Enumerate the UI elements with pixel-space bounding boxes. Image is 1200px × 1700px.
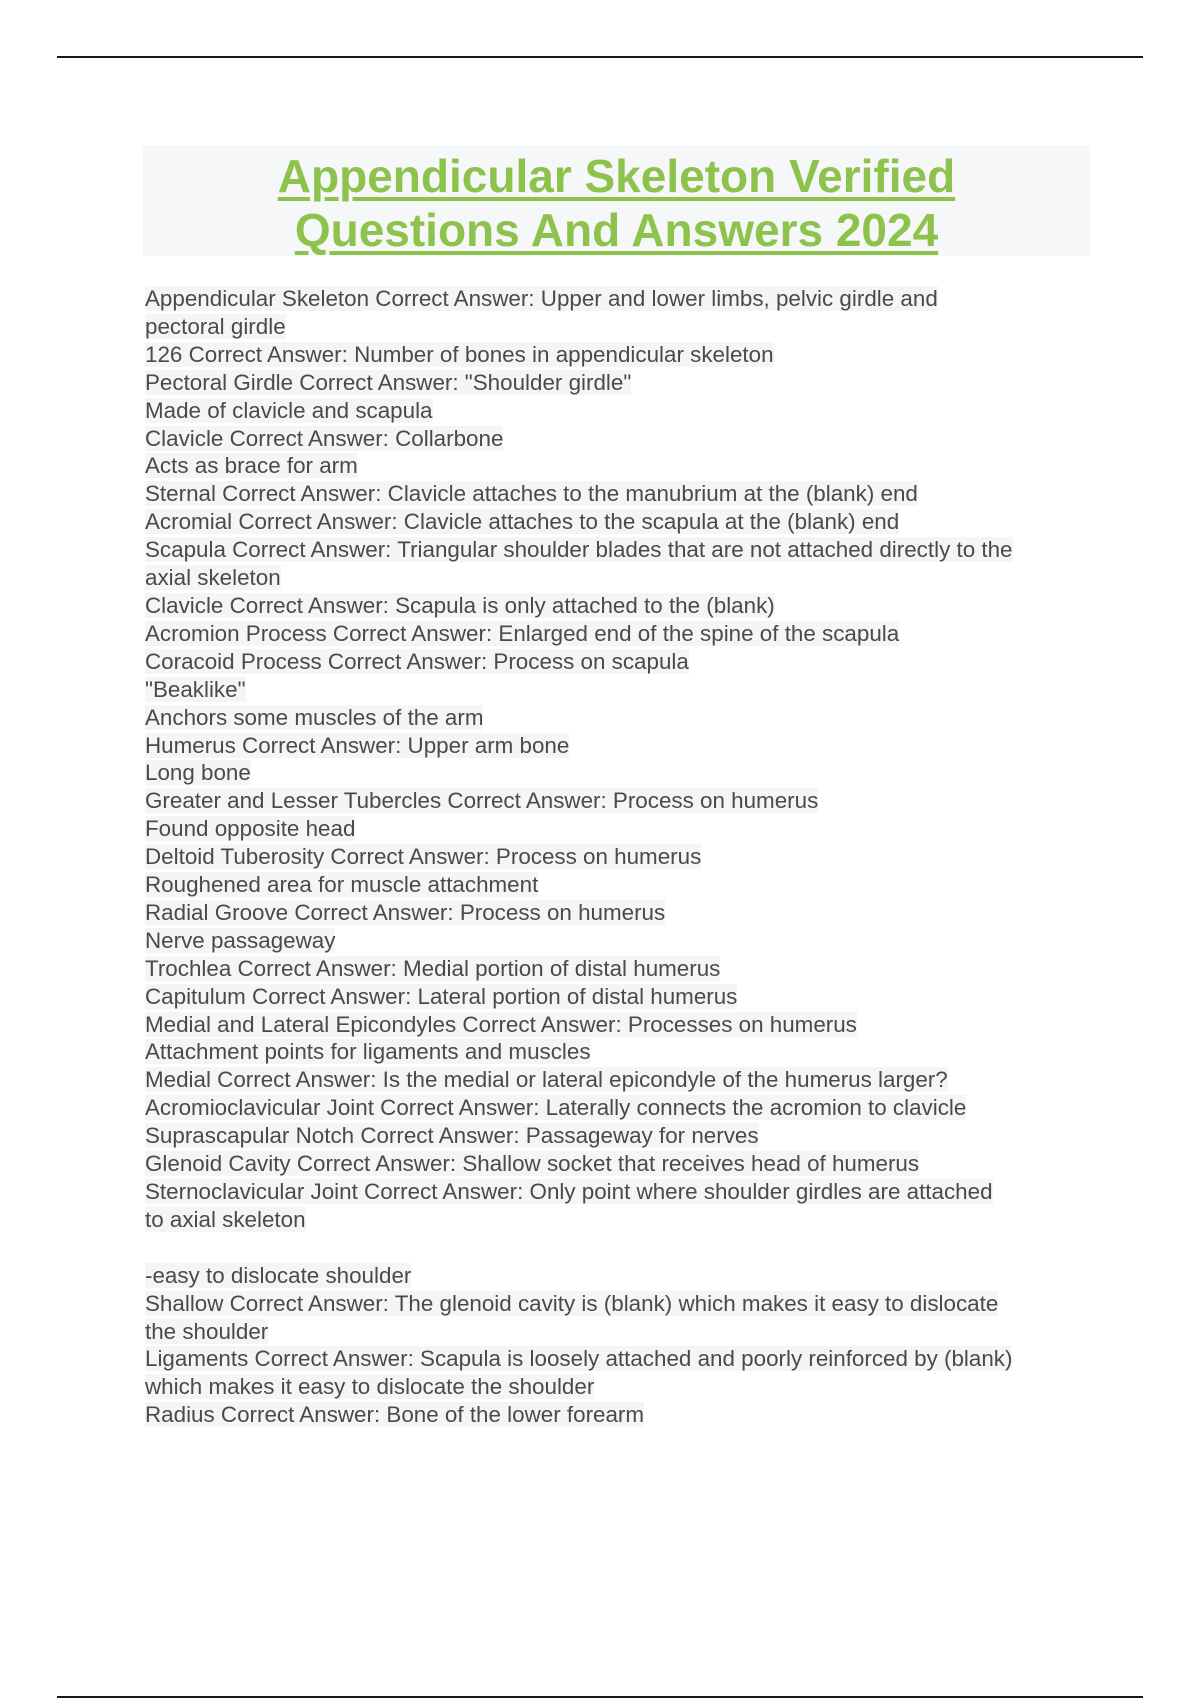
text-line [145, 983, 1090, 1011]
top-rule [57, 56, 1143, 58]
document-title [143, 145, 1090, 257]
text-line-content: Acromioclavicular Joint Correct Answer: Laterally connects the acromion to clavicle [145, 1095, 967, 1121]
document-body [145, 285, 1090, 1429]
text-line-content: Ligaments Correct Answer: Scapula is loosely attached and poorly reinforced by (blank) [145, 1346, 1013, 1372]
text-line-content: Found opposite head [145, 816, 356, 842]
text-line-content: Coracoid Process Correct Answer: Process on scapula [145, 648, 689, 674]
text-line-content: Trochlea Correct Answer: Medial portion of distal humerus [145, 955, 721, 981]
text-line [145, 341, 1090, 369]
text-line-content: Acromion Process Correct Answer: Enlarged end of the spine of the scapula [145, 620, 900, 646]
text-line-content: Shallow Correct Answer: The glenoid cavity is (blank) which makes it easy to dislocate [145, 1290, 999, 1316]
text-line [145, 592, 1090, 620]
text-line-content: Attachment points for ligaments and muscles [145, 1039, 591, 1065]
text-line-content: Roughened area for muscle attachment [145, 872, 539, 898]
text-line [145, 1122, 1090, 1150]
text-line [145, 452, 1090, 480]
text-line [145, 1262, 1090, 1290]
text-line [145, 1234, 1090, 1262]
title-line-1: Appendicular Skeleton Verified [277, 150, 956, 202]
text-line [145, 480, 1090, 508]
text-line-content: "Beaklike" [145, 676, 246, 702]
text-line [145, 1066, 1090, 1094]
text-line-content: Greater and Lesser Tubercles Correct Answer: Process on humerus [145, 788, 819, 814]
text-line [145, 955, 1090, 983]
text-line-content: Capitulum Correct Answer: Lateral portion of distal humerus [145, 983, 738, 1009]
text-line [145, 1318, 1090, 1346]
text-line-content: Radial Groove Correct Answer: Process on humerus [145, 899, 666, 925]
text-line [145, 787, 1090, 815]
text-line [145, 927, 1090, 955]
text-line-content: Suprascapular Notch Correct Answer: Passageway for nerves [145, 1123, 759, 1149]
text-line [145, 899, 1090, 927]
text-line [145, 759, 1090, 787]
text-line-content: Deltoid Tuberosity Correct Answer: Process on humerus [145, 844, 702, 870]
text-line-content: Pectoral Girdle Correct Answer: "Shoulder girdle" [145, 369, 632, 395]
text-line [145, 676, 1090, 704]
text-line [145, 1206, 1090, 1234]
text-line-content: Made of clavicle and scapula [145, 397, 433, 423]
text-line [145, 508, 1090, 536]
text-line [145, 648, 1090, 676]
text-line [145, 313, 1090, 341]
text-line-content: Glenoid Cavity Correct Answer: Shallow socket that receives head of humerus [145, 1151, 920, 1177]
text-line-content: Radius Correct Answer: Bone of the lower forearm [145, 1402, 645, 1428]
text-line [145, 1401, 1090, 1429]
text-line-content: pectoral girdle [145, 313, 286, 339]
title-line-2: Questions And Answers 2024 [294, 204, 939, 256]
text-line [145, 871, 1090, 899]
text-line [145, 1011, 1090, 1039]
bottom-rule [57, 1696, 1143, 1698]
text-line-content: Appendicular Skeleton Correct Answer: Upper and lower limbs, pelvic girdle and [145, 286, 938, 311]
title-block [143, 145, 1090, 256]
text-line-content: Humerus Correct Answer: Upper arm bone [145, 732, 570, 758]
text-line-content: to axial skeleton [145, 1206, 306, 1232]
text-line-content: Sternal Correct Answer: Clavicle attaches to the manubrium at the (blank) end [145, 481, 918, 507]
text-line [145, 285, 1090, 313]
text-line-content: Acts as brace for arm [145, 453, 358, 479]
text-line-content: -easy to dislocate shoulder [145, 1262, 412, 1288]
text-line-content: axial skeleton [145, 565, 281, 591]
text-line [145, 732, 1090, 760]
text-line [145, 425, 1090, 453]
text-line [145, 620, 1090, 648]
text-line [145, 1373, 1090, 1401]
text-line-content: which makes it easy to dislocate the shoulder [145, 1374, 595, 1400]
text-line [145, 369, 1090, 397]
text-line [145, 843, 1090, 871]
text-line-content: Sternoclavicular Joint Correct Answer: Only point where shoulder girdles are attached [145, 1179, 993, 1204]
text-line [145, 1290, 1090, 1318]
text-line-content: Clavicle Correct Answer: Scapula is only attached to the (blank) [145, 592, 775, 618]
text-line [145, 1178, 1090, 1206]
text-line [145, 1094, 1090, 1122]
text-line-content: the shoulder [145, 1318, 269, 1344]
text-line [145, 397, 1090, 425]
text-line [145, 564, 1090, 592]
text-line [145, 704, 1090, 732]
text-line-content: Anchors some muscles of the arm [145, 704, 484, 730]
text-line-content: Clavicle Correct Answer: Collarbone [145, 425, 504, 451]
text-line-content: Scapula Correct Answer: Triangular shoulder blades that are not attached directly to the [145, 537, 1013, 563]
text-line [145, 536, 1090, 564]
text-line [145, 1038, 1090, 1066]
text-line-content: Medial Correct Answer: Is the medial or lateral epicondyle of the humerus larger? [145, 1067, 948, 1093]
text-line-content: 126 Correct Answer: Number of bones in appendicular skeleton [145, 341, 774, 367]
text-line-content: Medial and Lateral Epicondyles Correct Answer: Processes on humerus [145, 1011, 857, 1037]
text-line [145, 1345, 1090, 1373]
text-line-content: Nerve passageway [145, 927, 336, 953]
text-line-content: Long bone [145, 760, 251, 786]
text-line-content: Acromial Correct Answer: Clavicle attaches to the scapula at the (blank) end [145, 509, 900, 535]
text-line [145, 1150, 1090, 1178]
text-line [145, 815, 1090, 843]
